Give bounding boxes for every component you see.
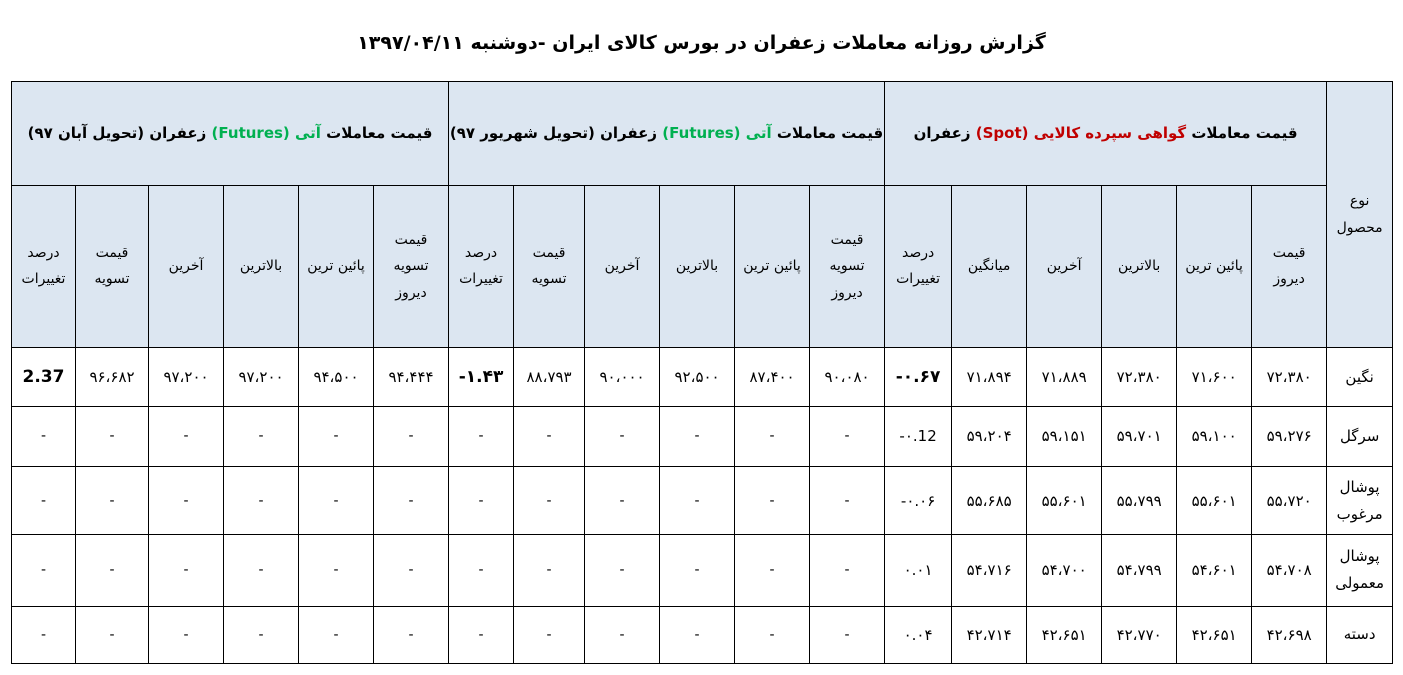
fut1-column-header [660, 185, 735, 348]
group-header-row [12, 82, 1393, 186]
spot-column-header [1102, 185, 1177, 348]
column-header-line: دیروز [831, 284, 863, 301]
spot-value-cell: ۵۴،۶۰۱ [1177, 535, 1252, 606]
group-header-text: زعفران [913, 124, 976, 143]
spot-column-header [1027, 185, 1102, 348]
fut1-value-cell: - [449, 466, 514, 534]
fut2-value-cell: - [374, 466, 449, 534]
spot-value-cell: ۰.۰۴ [885, 606, 952, 663]
column-header-line: آخرین [604, 258, 640, 275]
spot-group-header [885, 82, 1327, 186]
column-header-line: میانگین [967, 258, 1011, 275]
product-name-cell [1327, 348, 1393, 406]
fut2-value-cell: - [149, 535, 224, 606]
group-header-text: قیمت معاملات [320, 124, 433, 143]
product-name: دسته [1343, 625, 1376, 644]
product-name: پوشال [1339, 547, 1380, 566]
table-row [12, 606, 1393, 663]
fut2-value-cell: - [12, 466, 76, 534]
column-header-line: آخرین [1046, 258, 1082, 275]
fut2-value-cell: ۹۷،۲۰۰ [149, 348, 224, 406]
column-header-line: تسویه [531, 271, 567, 288]
column-header-line: قیمت [532, 244, 566, 261]
spot-value-cell: ۵۹،۱۵۱ [1027, 406, 1102, 466]
fut1-value-cell: - [585, 535, 660, 606]
fut2-value-cell: - [76, 406, 149, 466]
column-header-line: آخرین [168, 258, 204, 275]
fut2-value-cell: - [76, 466, 149, 534]
column-header-line: تغییرات [896, 271, 941, 288]
fut1-value-cell: -۱.۴۳ [449, 348, 514, 406]
spot-column-header [1177, 185, 1252, 348]
fut1-column-header [735, 185, 810, 348]
product-type-header [1327, 82, 1393, 348]
group-header-text: قیمت معاملات [771, 124, 884, 143]
spot-value-cell: -۰.۶۷ [885, 348, 952, 406]
spot-value-cell: ۵۴،۷۱۶ [952, 535, 1027, 606]
fut2-value-cell: - [374, 406, 449, 466]
spot-value-cell: -۰.12 [885, 406, 952, 466]
fut1-value-cell: - [735, 406, 810, 466]
column-header-line: تسویه [393, 258, 429, 275]
fut1-value-cell: - [449, 535, 514, 606]
table-row [12, 466, 1393, 534]
fut2-value-cell: - [299, 406, 374, 466]
spot-value-cell: ۵۵،۶۸۵ [952, 466, 1027, 534]
group-header-text: قیمت معاملات [1186, 124, 1298, 143]
column-header-line: درصد [27, 244, 60, 261]
fut2-value-cell: - [149, 406, 224, 466]
group-header-highlight: آتی (Futures) [211, 124, 321, 143]
spot-value-cell: -۰.۰۶ [885, 466, 952, 534]
fut2-value-cell: - [76, 535, 149, 606]
fut1-value-cell: ۸۸،۷۹۳ [514, 348, 585, 406]
fut1-column-header [449, 185, 514, 348]
spot-value-cell: ۷۱،۶۰۰ [1177, 348, 1252, 406]
column-header-line: دیروز [1273, 271, 1305, 288]
product-name: معمولی [1335, 574, 1384, 593]
fut2-value-cell: - [374, 606, 449, 663]
fut2-value-cell: ۹۶،۶۸۲ [76, 348, 149, 406]
spot-value-cell: ۷۱،۸۹۴ [952, 348, 1027, 406]
spot-value-cell: ۵۵،۶۰۱ [1027, 466, 1102, 534]
group-header-text: زعفران (تحویل آبان ۹۷) [27, 124, 212, 143]
spot-value-cell: ۴۲،۶۹۸ [1252, 606, 1327, 663]
spot-value-cell: ۴۲،۶۵۱ [1027, 606, 1102, 663]
fut1-value-cell: - [810, 466, 885, 534]
column-header-line: پائین ترین [307, 258, 365, 275]
fut2-value-cell: 2.37 [12, 348, 76, 406]
fut2-value-cell: ۹۷،۲۰۰ [224, 348, 299, 406]
fut1-column-header [810, 185, 885, 348]
column-header-line: تسویه [94, 271, 130, 288]
fut1-value-cell: - [660, 535, 735, 606]
fut1-value-cell: - [449, 406, 514, 466]
product-name-cell [1327, 606, 1393, 663]
fut2-value-cell: - [299, 606, 374, 663]
spot-column-header [885, 185, 952, 348]
fut1-value-cell: - [514, 606, 585, 663]
fut1-value-cell: - [660, 466, 735, 534]
fut2-column-header [149, 185, 224, 348]
fut1-value-cell: - [514, 406, 585, 466]
column-header-line: بالاترین [675, 258, 719, 275]
fut1-value-cell: - [660, 406, 735, 466]
product-name-cell [1327, 466, 1393, 534]
fut1-value-cell: - [585, 606, 660, 663]
column-header-line: تسویه [829, 258, 865, 275]
spot-value-cell: ۵۴،۷۰۸ [1252, 535, 1327, 606]
saffron-trading-table [11, 81, 1393, 664]
spot-value-cell: ۵۵،۶۰۱ [1177, 466, 1252, 534]
column-header-line: قیمت [95, 244, 129, 261]
fut1-value-cell: - [810, 535, 885, 606]
fut1-value-cell: - [735, 535, 810, 606]
report-title: گزارش روزانه معاملات زعفران در بورس کالای ایران -دوشنبه ۱۳۹۷/۰۴/۱۱ [357, 32, 1046, 54]
column-header-line: تغییرات [21, 271, 66, 288]
fut2-value-cell: ۹۴،۵۰۰ [299, 348, 374, 406]
fut1-value-cell: - [449, 606, 514, 663]
product-header-line: نوع [1349, 193, 1370, 210]
column-header-row [12, 185, 1393, 348]
fut1-value-cell: ۹۰،۰۰۰ [585, 348, 660, 406]
spot-value-cell: ۴۲،۶۵۱ [1177, 606, 1252, 663]
spot-value-cell: ۵۹،۲۷۶ [1252, 406, 1327, 466]
fut2-value-cell: - [76, 606, 149, 663]
fut2-value-cell: - [149, 466, 224, 534]
fut1-value-cell: - [585, 406, 660, 466]
fut1-value-cell: - [585, 466, 660, 534]
fut2-value-cell: - [149, 606, 224, 663]
column-header-line: قیمت [1272, 244, 1306, 261]
futures-shahrivar-group-header [449, 82, 885, 186]
spot-value-cell: ۴۲،۷۷۰ [1102, 606, 1177, 663]
column-header-line: قیمت [830, 231, 864, 248]
spot-value-cell: ۴۲،۷۱۴ [952, 606, 1027, 663]
fut2-value-cell: - [12, 606, 76, 663]
fut1-value-cell: - [514, 466, 585, 534]
spot-value-cell: ۵۴،۷۰۰ [1027, 535, 1102, 606]
spot-value-cell: ۵۹،۱۰۰ [1177, 406, 1252, 466]
fut2-column-header [374, 185, 449, 348]
column-header-line: تغییرات [459, 271, 503, 288]
spot-value-cell: ۰.۰۱ [885, 535, 952, 606]
column-header-line: بالاترین [239, 258, 283, 275]
product-name-cell [1327, 535, 1393, 606]
fut2-value-cell: - [374, 535, 449, 606]
group-header-text: زعفران (تحویل شهریور ۹۷) [449, 124, 663, 143]
spot-column-header [952, 185, 1027, 348]
fut1-value-cell: ۹۰،۰۸۰ [810, 348, 885, 406]
fut1-value-cell: - [810, 406, 885, 466]
product-header-line: محصول [1336, 219, 1383, 236]
fut2-value-cell: - [224, 466, 299, 534]
table-row [12, 535, 1393, 606]
spot-value-cell: ۷۲،۳۸۰ [1102, 348, 1177, 406]
spot-value-cell: ۵۵،۷۹۹ [1102, 466, 1177, 534]
fut2-value-cell: - [299, 466, 374, 534]
spot-value-cell: ۵۹،۲۰۴ [952, 406, 1027, 466]
product-name: مرغوب [1336, 504, 1383, 523]
product-name-cell [1327, 406, 1393, 466]
fut2-column-header [299, 185, 374, 348]
fut1-column-header [514, 185, 585, 348]
fut2-value-cell: - [224, 535, 299, 606]
column-header-line: پائین ترین [743, 258, 801, 275]
fut2-value-cell: ۹۴،۴۴۴ [374, 348, 449, 406]
fut2-column-header [76, 185, 149, 348]
column-header-line: درصد [901, 244, 935, 261]
spot-column-header [1252, 185, 1327, 348]
column-header-line: دیروز [395, 284, 427, 301]
fut1-value-cell: - [810, 606, 885, 663]
fut1-value-cell: - [735, 466, 810, 534]
table-row [12, 348, 1393, 406]
spot-value-cell: ۷۱،۸۸۹ [1027, 348, 1102, 406]
product-name: نگین [1345, 367, 1374, 386]
fut1-value-cell: ۹۲،۵۰۰ [660, 348, 735, 406]
fut2-column-header [224, 185, 299, 348]
spot-value-cell: ۵۹،۷۰۱ [1102, 406, 1177, 466]
table-row [12, 406, 1393, 466]
fut2-value-cell: - [224, 406, 299, 466]
fut2-value-cell: - [12, 535, 76, 606]
fut1-value-cell: - [735, 606, 810, 663]
column-header-line: درصد [464, 244, 498, 261]
fut1-value-cell: ۸۷،۴۰۰ [735, 348, 810, 406]
fut1-column-header [585, 185, 660, 348]
column-header-line: قیمت [394, 231, 428, 248]
fut2-value-cell: - [12, 406, 76, 466]
fut2-column-header [12, 185, 76, 348]
column-header-line: پائین ترین [1185, 258, 1243, 275]
spot-value-cell: ۷۲،۳۸۰ [1252, 348, 1327, 406]
spot-value-cell: ۵۵،۷۲۰ [1252, 466, 1327, 534]
fut2-value-cell: - [224, 606, 299, 663]
group-header-highlight: گواهی سپرده کالایی (Spot) [975, 124, 1187, 143]
product-name: پوشال [1339, 477, 1380, 496]
column-header-line: بالاترین [1117, 258, 1161, 275]
futures-aban-group-header [12, 82, 449, 186]
group-header-highlight: آتی (Futures) [662, 124, 772, 143]
fut1-value-cell: - [660, 606, 735, 663]
fut2-value-cell: - [299, 535, 374, 606]
product-name: سرگل [1339, 426, 1380, 445]
fut1-value-cell: - [514, 535, 585, 606]
spot-value-cell: ۵۴،۷۹۹ [1102, 535, 1177, 606]
